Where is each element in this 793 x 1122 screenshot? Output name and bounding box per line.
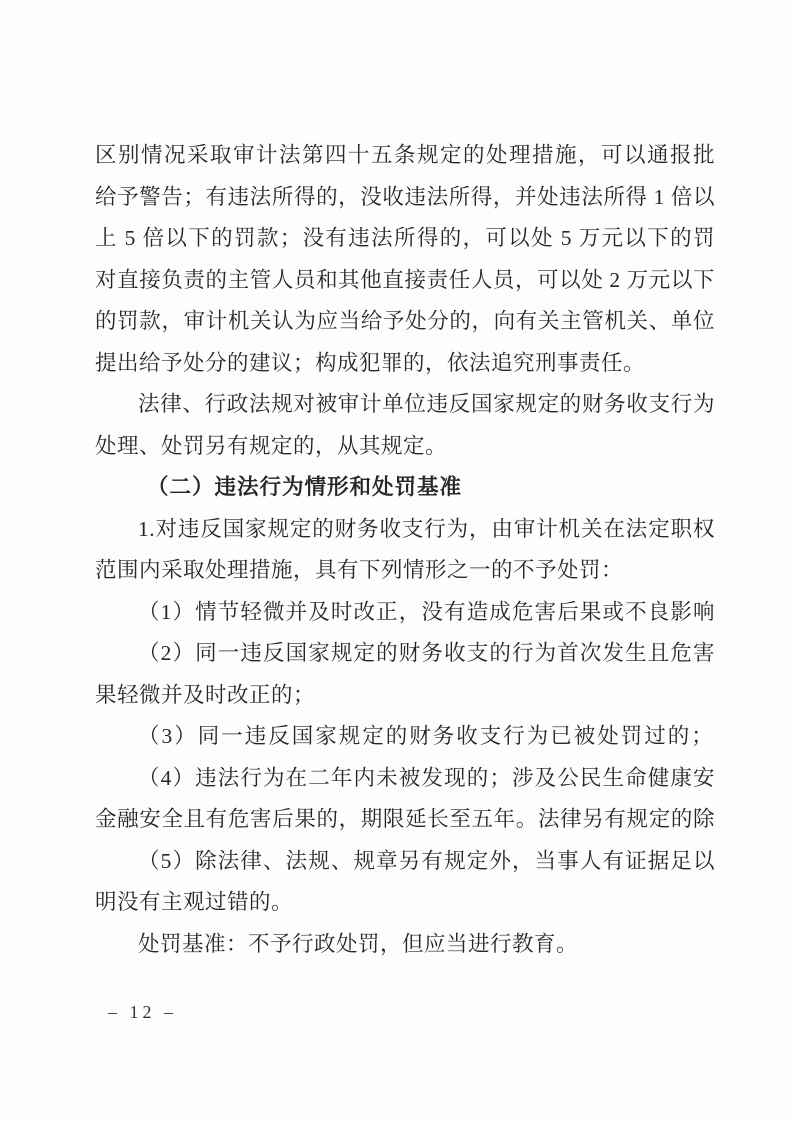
text-line: （5）除法律、法规、规章另有规定外，当事人有证据足以	[138, 848, 715, 873]
text-line: 金融安全且有危害后果的，期限延长至五年。法律另有规定的除	[95, 807, 715, 831]
text-line: 处罚基准：不予行政处罚，但应当进行教育。	[138, 931, 579, 956]
text-line: 区别情况采取审计法第四十五条规定的处理措施，可以通报批	[95, 143, 715, 167]
section-heading: （二）违法行为情形和处罚基准	[147, 475, 463, 499]
text-line: 的罚款，审计机关认为应当给予处分的，向有关主管机关、单位	[95, 309, 715, 333]
document-body	[95, 135, 715, 965]
page-number: – 12 –	[108, 1002, 177, 1022]
text-line: （3）同一违反国家规定的财务收支行为已被处罚过的；	[138, 724, 715, 748]
text-line: 范围内采取处理措施，具有下列情形之一的不予处罚：	[95, 558, 624, 582]
text-line: 处理、处罚另有规定的，从其规定。	[95, 433, 448, 458]
text-line: 提出给予处分的建议；构成犯罪的，依法追究刑事责任。	[95, 350, 646, 375]
text-line: （1）情节轻微并及时改正，没有造成危害后果或不良影响	[138, 599, 715, 624]
text-line: 法律、行政法规对被审计单位违反国家规定的财务收支行为	[138, 392, 715, 416]
text-line: 上 5 倍以下的罚款；没有违法所得的，可以处 5 万元以下的罚	[95, 226, 715, 250]
text-line: 给予警告；有违法所得的，没收违法所得，并处违法所得 1 倍以	[95, 184, 715, 209]
text-line: 对直接负责的主管人员和其他直接责任人员，可以处 2 万元以下	[95, 267, 715, 292]
text-line: 明没有主观过错的。	[95, 890, 294, 914]
text-line: 1.对违反国家规定的财务收支行为，由审计机关在法定职权	[138, 516, 715, 541]
text-line: 果轻微并及时改正的；	[95, 682, 316, 707]
text-line: （4）违法行为在二年内未被发现的；涉及公民生命健康安	[138, 765, 715, 790]
text-line: （2）同一违反国家规定的财务收支的行为首次发生且危害	[138, 641, 715, 665]
